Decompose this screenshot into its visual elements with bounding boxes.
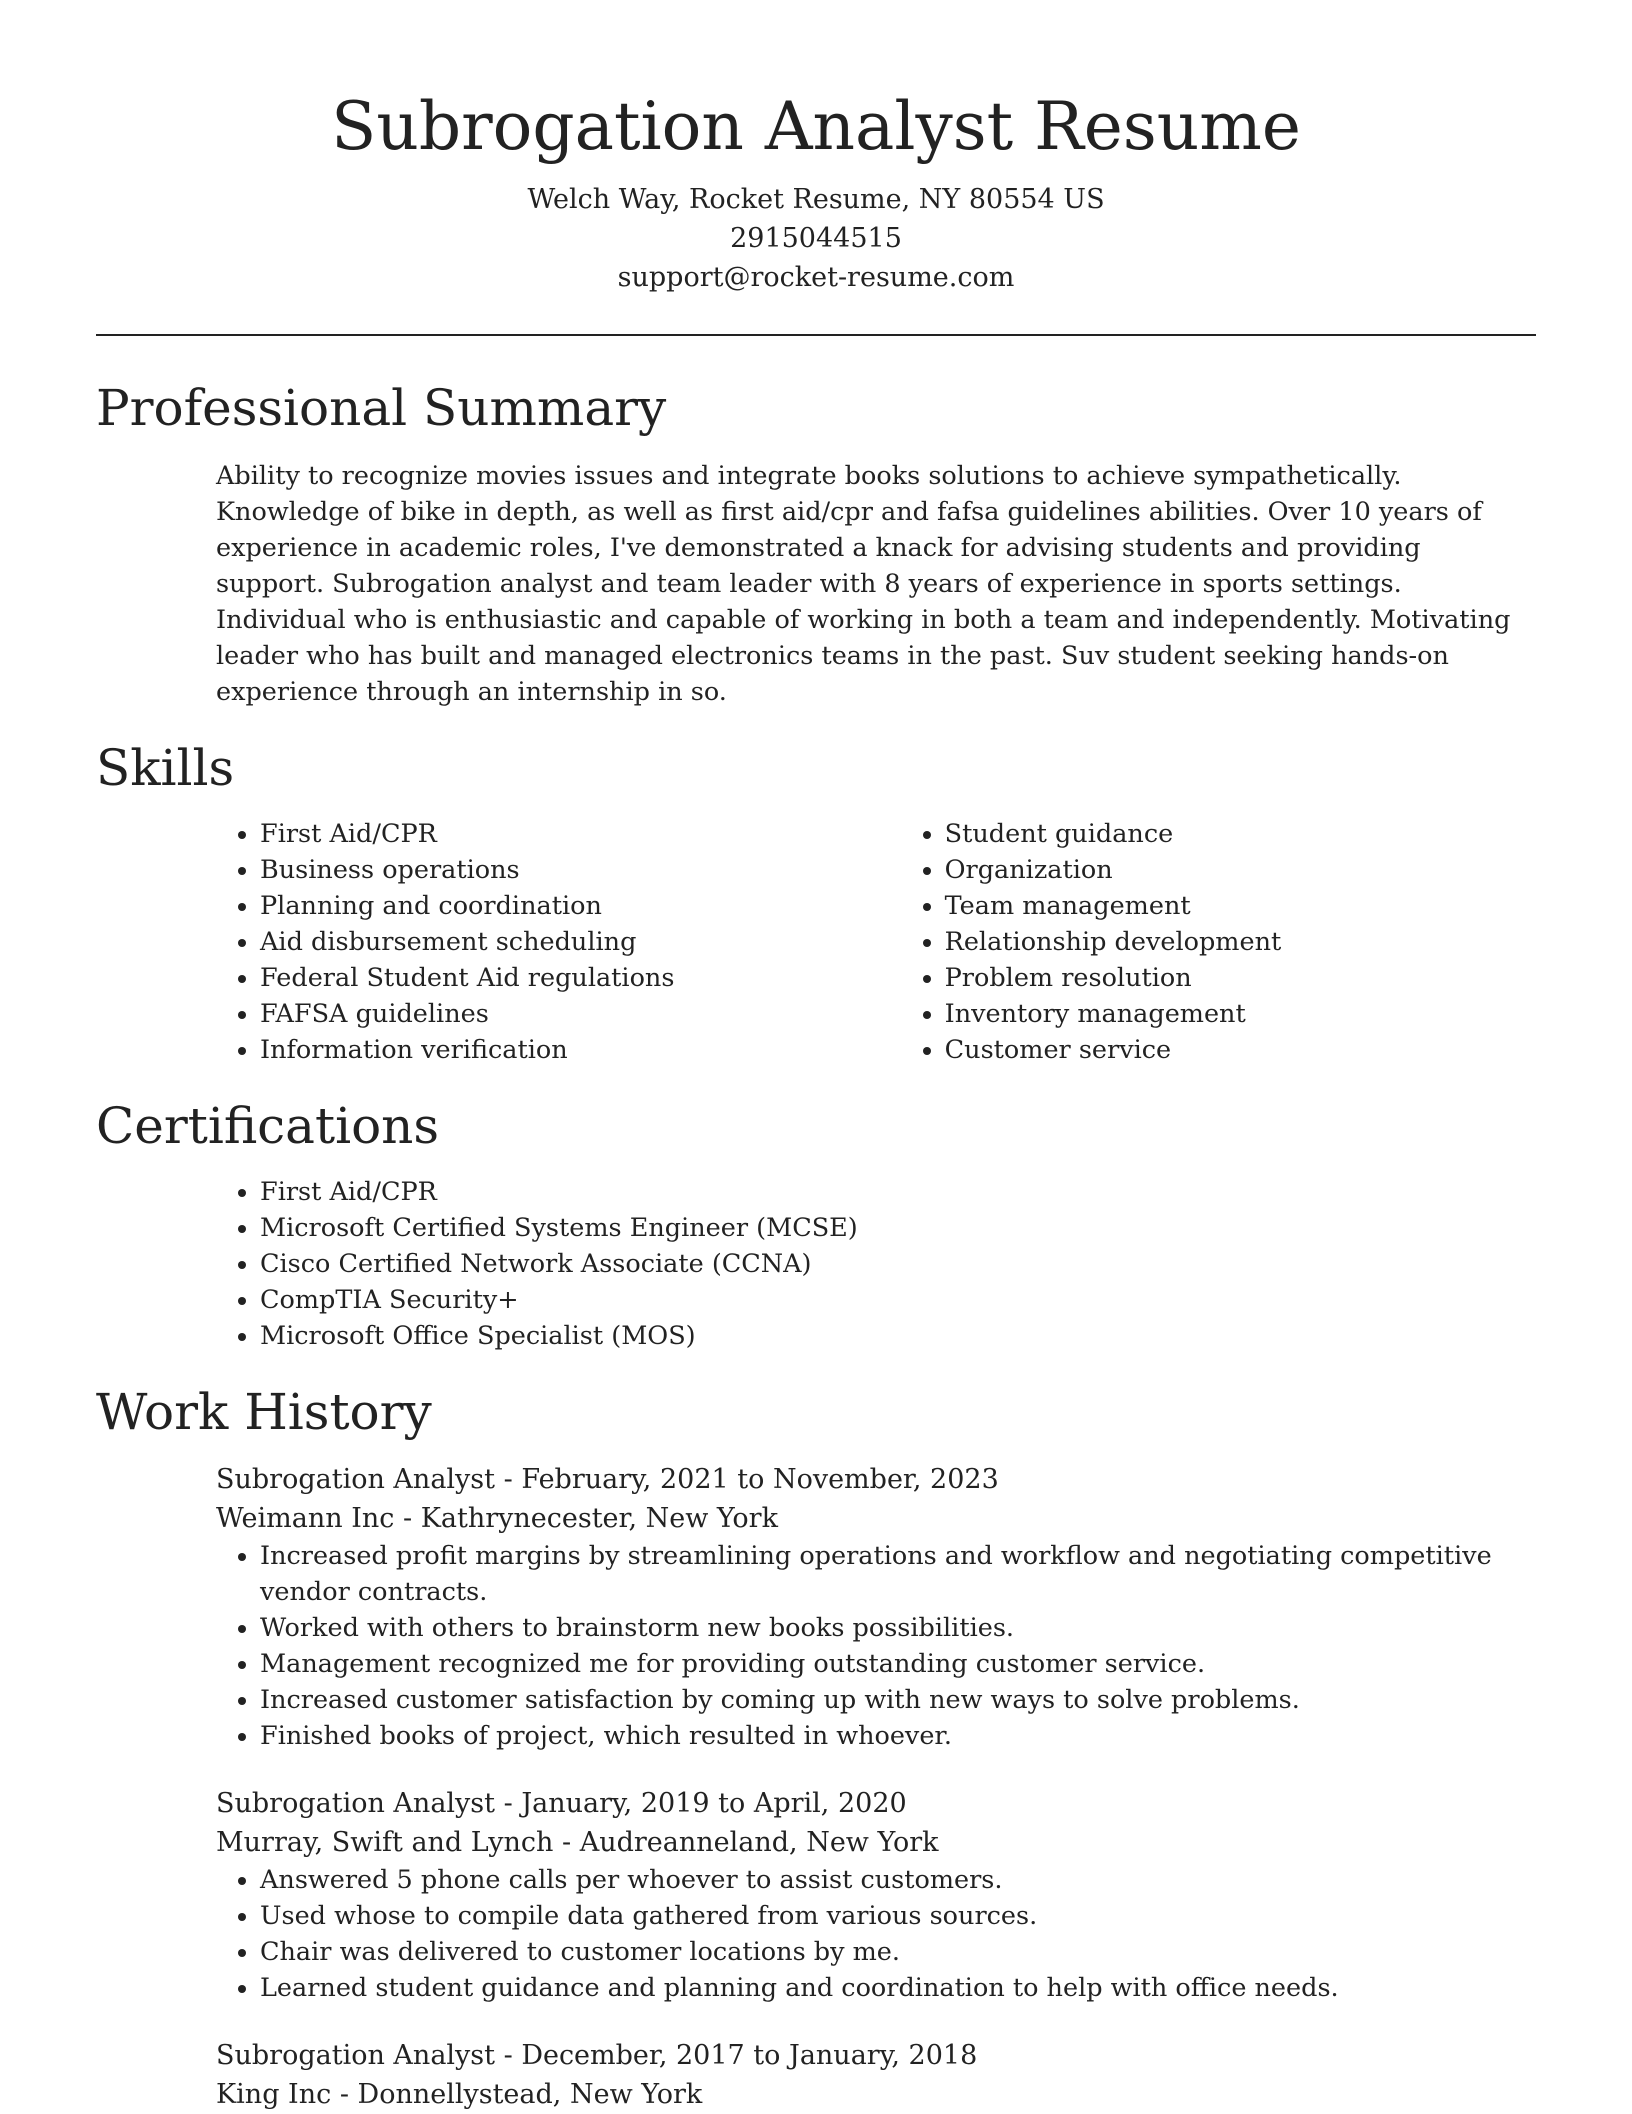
job-company: Weimann Inc [216,1503,395,1534]
contact-address: Welch Way, Rocket Resume, NY 80554 US [527,184,1105,215]
skills-heading: Skills [96,739,235,797]
job-bullet: • Worked with others to brainstorm new books possibilities. [260,1610,1536,1646]
job-role: Subrogation Analyst [216,2040,496,2071]
job-title-line: Subrogation Analyst - February, 2021 to November, 2023 [216,1464,999,1495]
summary-text: Ability to recognize movies issues and integrate books solutions to achieve sympathetically. Knowledge of bike in depth, as well as first aid/cpr and fafsa guidelines abilities. Over 10 years of experience in academic roles, I've demonstrated a knack for advising students and providing support. Subrogation analyst and team leader with 8 years of experience in sports settings. Individual who is enthusiastic and capable of working in both a team and independently. Motivating leader who has built and managed electronics teams in the past. Suv student seeking hands-on experience through an internship in so. [216,461,1511,707]
job-location: Donnellystead, New York [357,2079,703,2110]
work-history-section [96,1380,1536,2114]
job-title-line: Subrogation Analyst - December, 2017 to January, 2018 [216,2040,978,2071]
job-bullets [216,1862,1536,2006]
contact-email: support@rocket-resume.com [617,262,1015,293]
skill-item: • Aid disbursement scheduling [260,924,901,960]
skill-item: • First Aid/CPR [260,816,901,852]
certification-item: • First Aid/CPR [260,1174,1536,1210]
job-bullets [216,1538,1536,1754]
skill-item: • Relationship development [945,924,1536,960]
job-entry [96,1460,1536,1754]
certification-item: • CompTIA Security+ [260,1282,1536,1318]
job-company-line: Murray, Swift and Lynch - Audreanneland, New York [216,1827,939,1858]
job-role: Subrogation Analyst [216,1464,496,1495]
job-bullet: • Increased customer satisfaction by coming up with new ways to solve problems. [260,1682,1536,1718]
skill-item: • Student guidance [945,816,1536,852]
certifications-heading: Certifications [96,1097,440,1155]
contact-phone: 2915044515 [730,223,902,254]
certification-item: • Cisco Certified Network Associate (CCNA) [260,1246,1536,1282]
job-bullet: • Increased profit margins by streamlining operations and workflow and negotiating competitive vendor contracts. [260,1538,1536,1610]
skill-item: • Planning and coordination [260,888,901,924]
skills-column-left [216,816,901,1068]
job-company-line: Weimann Inc - Kathrynecester, New York [216,1503,778,1534]
skill-item: • FAFSA guidelines [260,996,901,1032]
skills-section [96,736,1536,1068]
job-dates: February, 2021 to November, 2023 [521,1464,999,1495]
job-bullet: • Answered 5 phone calls per whoever to assist customers. [260,1862,1536,1898]
job-location: Kathrynecester, New York [420,1503,778,1534]
certification-item: • Microsoft Certified Systems Engineer (MCSE) [260,1210,1536,1246]
skills-column-right [901,816,1536,1068]
certifications-section [96,1094,1536,1354]
summary-section [96,376,1536,710]
resume-title: Subrogation Analyst Resume [331,88,1301,165]
job-role: Subrogation Analyst [216,1788,496,1819]
resume-header [96,0,1536,297]
header-divider [96,334,1536,336]
job-entry [96,2036,1536,2114]
skill-item: • Inventory management [945,996,1536,1032]
job-dates: December, 2017 to January, 2018 [521,2040,978,2071]
contact-block [96,180,1536,297]
skill-item: • Federal Student Aid regulations [260,960,901,996]
certification-item: • Microsoft Office Specialist (MOS) [260,1318,1536,1354]
job-dates: January, 2019 to April, 2020 [521,1788,907,1819]
skill-item: • Organization [945,852,1536,888]
skill-item: • Business operations [260,852,901,888]
job-bullet: • Finished books of project, which resulted in whoever. [260,1718,1536,1754]
certifications-list-wrap [96,1174,1536,1354]
job-bullet: • Used whose to compile data gathered from various sources. [260,1898,1536,1934]
job-bullet: • Chair was delivered to customer locations by me. [260,1934,1536,1970]
skill-item: • Customer service [945,1032,1536,1068]
skills-grid [96,816,1536,1068]
job-location: Audreanneland, New York [579,1827,939,1858]
certifications-list [216,1174,1536,1354]
job-company-line: King Inc - Donnellystead, New York [216,2079,703,2110]
summary-heading: Professional Summary [96,379,667,437]
skill-item: • Information verification [260,1032,901,1068]
work-history-heading: Work History [96,1383,432,1441]
job-company: King Inc [216,2079,332,2110]
job-bullet: • Management recognized me for providing outstanding customer service. [260,1646,1536,1682]
resume-page [96,0,1536,2114]
skill-item: • Team management [945,888,1536,924]
skill-item: • Problem resolution [945,960,1536,996]
job-title-line: Subrogation Analyst - January, 2019 to April, 2020 [216,1788,907,1819]
job-entry [96,1784,1536,2006]
job-company: Murray, Swift and Lynch [216,1827,554,1858]
job-bullet: • Learned student guidance and planning and coordination to help with office needs. [260,1970,1536,2006]
